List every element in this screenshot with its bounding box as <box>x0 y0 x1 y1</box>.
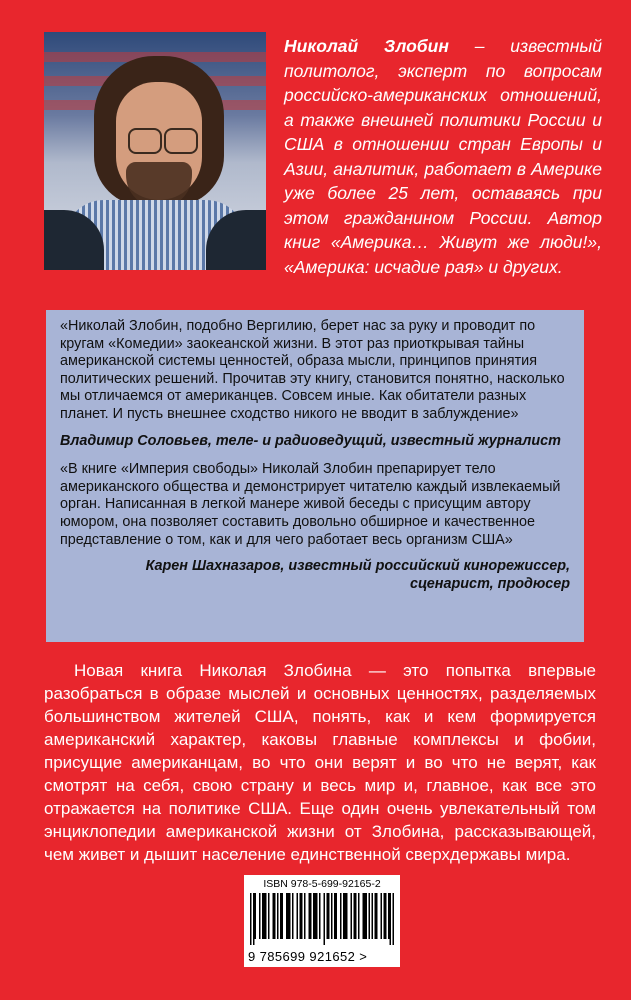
barcode-bar <box>250 893 252 945</box>
barcode-bar <box>345 893 347 939</box>
barcode-bar <box>304 893 306 939</box>
barcode-bar <box>327 893 329 939</box>
author-bio <box>284 34 602 279</box>
barcode-bar <box>340 893 342 939</box>
quote-2-author-line1: Карен Шахназаров, известный российский кинорежиссер, <box>145 558 570 575</box>
quote-2-text: «В книге «Империя свободы» Николай Злобин препарирует тело американского общества и демонстрирует читателю каждый извлекаемый орган. Написанная в легкой манере живой беседы с присущим автору юмором, она позволяет составить довольно обширное и качественное представление о том, как и для чего работает весь организм США» <box>60 461 561 548</box>
barcode-bar <box>315 893 317 939</box>
barcode <box>244 875 400 967</box>
barcode-bar <box>351 893 353 939</box>
barcode-bar <box>319 893 321 939</box>
author-photo <box>44 32 266 270</box>
barcode-bar <box>265 893 267 939</box>
barcode-bar <box>313 893 315 939</box>
barcode-bar <box>324 893 326 945</box>
barcode-bar <box>372 893 374 939</box>
barcode-bar <box>384 893 386 939</box>
barcode-bar <box>316 893 318 939</box>
barcode-bar <box>301 893 303 939</box>
barcode-bar <box>262 893 264 939</box>
barcode-bar <box>369 893 371 939</box>
barcode-digits: 9 785699 921652 > <box>248 949 368 964</box>
barcode-bar <box>259 893 261 939</box>
barcode-bar <box>255 893 257 939</box>
barcode-bar <box>277 893 279 939</box>
barcode-bar <box>273 893 275 939</box>
barcode-bar <box>336 893 338 939</box>
isbn-label: ISBN 978-5-699-92165-2 <box>263 878 381 890</box>
barcode-bar <box>346 893 348 939</box>
barcode-bar <box>355 893 357 939</box>
author-bio-text: – известный политолог, эксперт по вопросам российско-американских отношений, а также внешней политики России и США в отношении стран Европы и Азии, аналитик, работает в Америке уже более 25 лет, оставаясь при этом гражданином России. Автор книг «Америка… Живут же люди!», «Америка: исчадие рая» и других. <box>284 36 602 277</box>
author-name: Николай Злобин <box>284 36 449 56</box>
quotes-box <box>46 310 584 642</box>
barcode-bar <box>288 893 290 939</box>
barcode-bar <box>381 893 383 939</box>
barcode-bar <box>393 893 395 945</box>
barcode-bars <box>250 893 394 945</box>
barcode-bar <box>310 893 312 939</box>
barcode-bar <box>300 893 302 939</box>
barcode-bar <box>363 893 365 939</box>
quote-2-author-line2: сценарист, продюсер <box>410 575 570 592</box>
barcode-bar <box>334 893 336 939</box>
barcode-bar <box>385 893 387 939</box>
quote-1-author: Владимир Соловьев, теле- и радиоведущий, известный журналист <box>60 432 561 449</box>
barcode-bar <box>331 893 333 939</box>
barcode-bar <box>286 893 288 939</box>
book-description: Новая книга Николая Злобина — это попытка впервые разобраться в образе мыслей и основных ценностях, разделяемых большинством жителей США, понять, как и кем формируется американский характер, каковы главные комплексы и фобии, присущие американцам, во что они верят и во что не верят, как смотрят на себя, свою страну и весь мир и, главное, как все это отражается на политике США. Еще один очень увлекательный том энциклопедии американской жизни от Злобина, рассказывающей, чем живет и дышит население единственной сверхдержавы мира. <box>44 661 596 864</box>
barcode-bar <box>375 893 377 939</box>
barcode-bar <box>292 893 294 939</box>
barcode-bar <box>309 893 311 939</box>
barcode-bar <box>343 893 345 939</box>
barcode-bar <box>364 893 366 939</box>
barcode-bar <box>282 893 284 939</box>
barcode-bar <box>354 893 356 939</box>
barcode-bar <box>280 893 282 939</box>
barcode-bar <box>289 893 291 939</box>
barcode-bar <box>366 893 368 939</box>
barcode-bar <box>388 893 390 939</box>
barcode-bar <box>274 893 276 939</box>
quote-1-text: «Николай Злобин, подобно Вергилию, берет нас за руку и проводит по кругам «Комедии» заокеанской жизни. В этот раз приоткрывая тайны американской системы ценностей, образа мысли, принципов принятия политических решений. Прочитав эту книгу, становится понятно, насколько мы отличаемся от американцев. Совсем иные. Как обитатели разных планет. И пусть внешнее сходство никого не вводит в заблуждение» <box>60 318 565 422</box>
barcode-bar <box>264 893 266 939</box>
barcode-bar <box>358 893 360 939</box>
barcode-bar <box>376 893 378 939</box>
barcode-bar <box>328 893 330 939</box>
barcode-bar <box>268 893 270 939</box>
barcode-bar <box>390 893 392 945</box>
barcode-bar <box>297 893 299 939</box>
barcode-bar <box>253 893 255 945</box>
